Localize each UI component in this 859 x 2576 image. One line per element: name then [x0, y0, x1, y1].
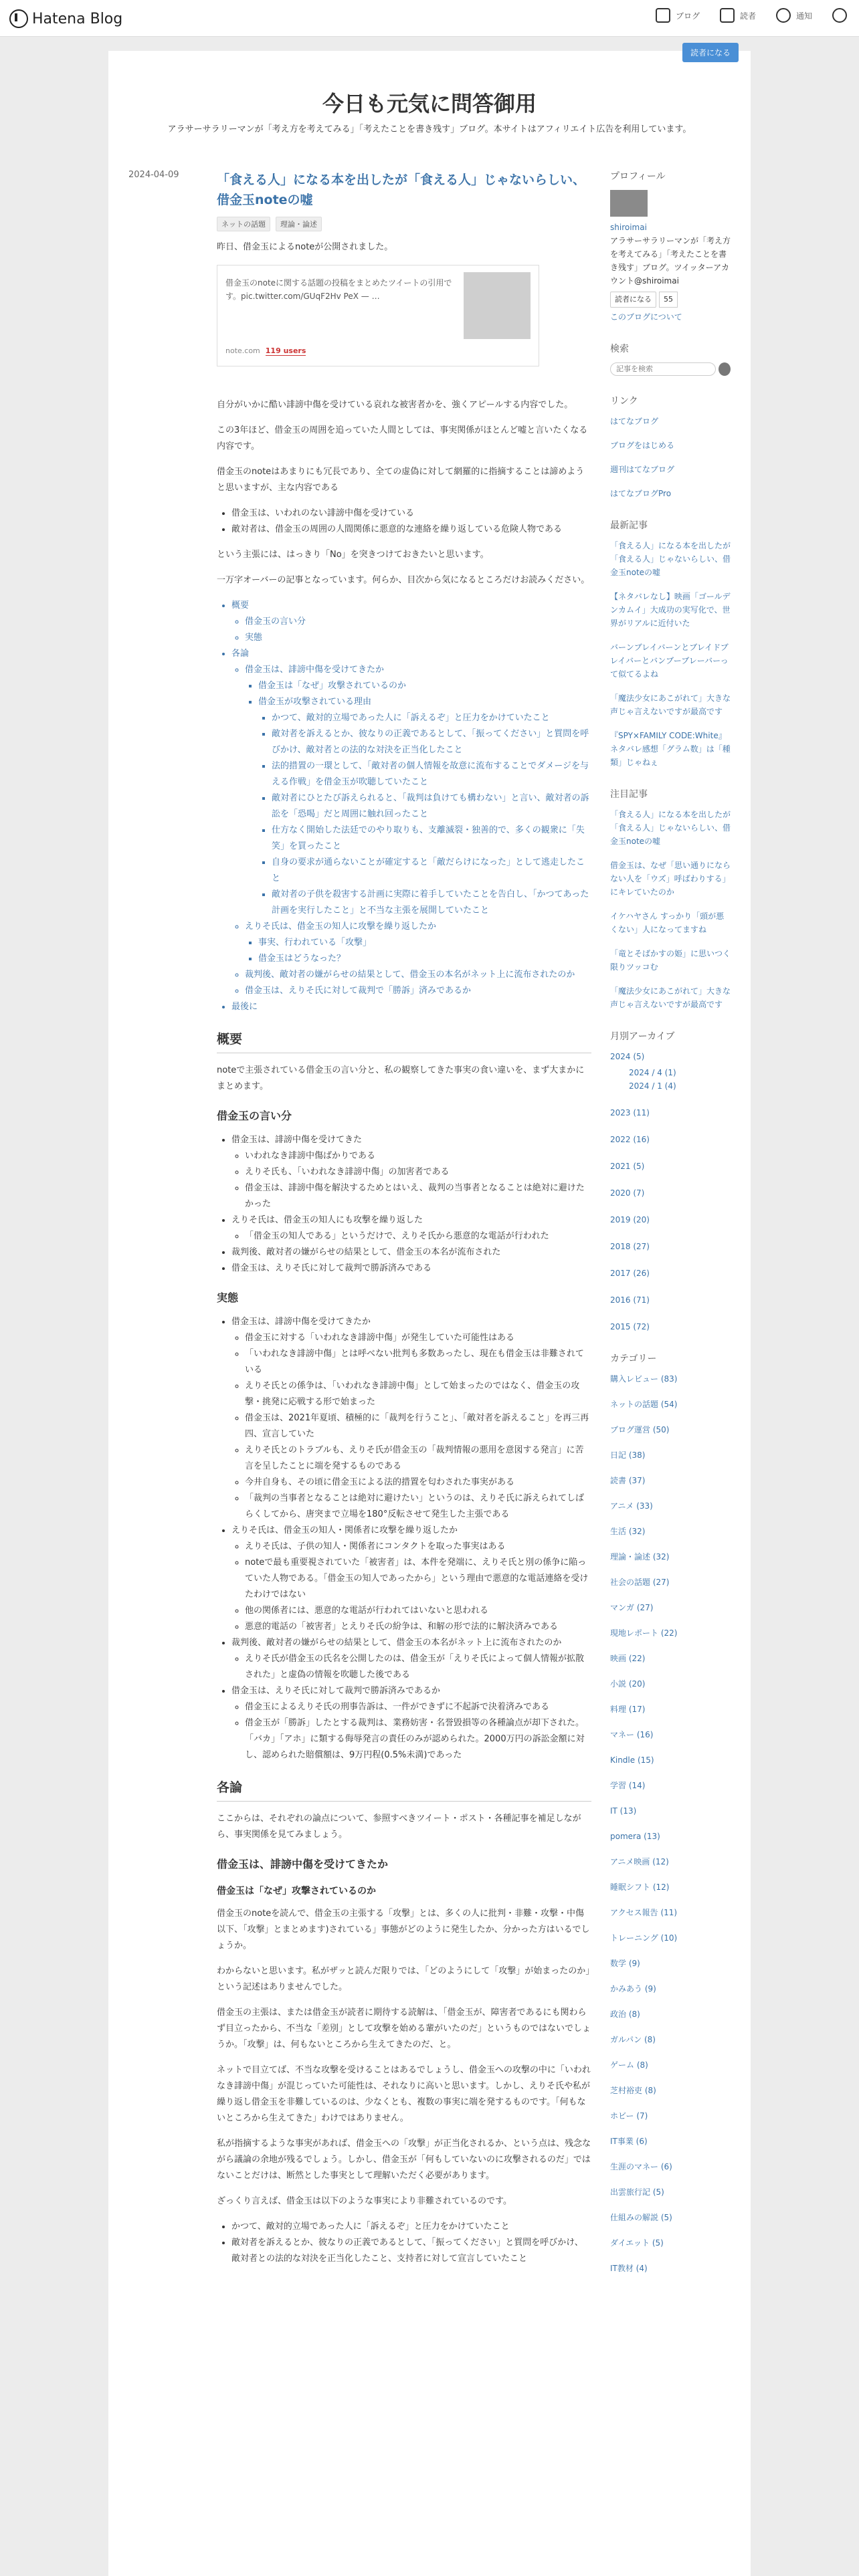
post-date[interactable]: 2024-04-09: [128, 170, 179, 180]
category-list: [610, 1372, 731, 2275]
toc-item[interactable]: • 各論: [231, 646, 591, 662]
nav-account[interactable]: [832, 8, 847, 23]
list-item: • 借金玉は、誹謗中傷を受けてきた: [231, 1132, 591, 1148]
avatar[interactable]: [610, 190, 648, 217]
claim-list: [217, 1132, 591, 1277]
intro: 昨日、借金玉によるnoteが公開されました。: [217, 242, 393, 252]
category-item[interactable]: 社会の話題 (27): [610, 1578, 670, 1587]
list-item: • 借金玉は、誹謗中傷を受けてきたか: [231, 1314, 591, 1330]
search-input[interactable]: [610, 362, 716, 376]
recent-module: [610, 519, 731, 769]
toc-item[interactable]: ◦ 借金玉は、誹謗中傷を受けてきたか: [245, 662, 591, 678]
archive-item[interactable]: 2020 (7): [610, 1188, 645, 1198]
nav-notify[interactable]: [776, 8, 812, 23]
toc-item[interactable]: ◦ 借金玉の言い分: [245, 614, 591, 630]
list-item: ◦ 借金玉は、誹謗中傷を解決するためとはいえ、裁判の当事者となることは絶対に避けたかった: [245, 1180, 591, 1212]
paragraph: 借金玉のnoteを読んで、借金玉の主張する「攻撃」とは、多くの人に批判・非難・攻撃・中傷以下、「攻撃」とまとめます)されている」事態がどのように発生したか、分かった方はいるでしょうか。: [217, 1909, 590, 1951]
category-item[interactable]: 理論・論述 (32): [610, 1552, 670, 1562]
module-heading: カテゴリー: [610, 1354, 657, 1364]
archive-item[interactable]: 2019 (20): [610, 1215, 650, 1224]
category-item[interactable]: 現地レポート (22): [610, 1628, 678, 1638]
category-item[interactable]: 出雲旅行記 (5): [610, 2187, 664, 2197]
nav-blog[interactable]: [656, 8, 700, 23]
list-item: • かつて、敵対的立場であった人に「訴えるぞ」と圧力をかけていたこと: [231, 2219, 591, 2235]
list-item: ◦ いわれなき誹謗中傷ばかりである: [245, 1148, 591, 1164]
category-item[interactable]: アクセス報告 (11): [610, 1908, 678, 1917]
toc-item[interactable]: • 概要: [231, 598, 591, 614]
nav-notify-label: 通知: [795, 11, 812, 21]
archive-item[interactable]: 2021 (5): [610, 1162, 645, 1171]
section-heading: 各論: [217, 1780, 591, 1802]
archive-module: [610, 1030, 731, 1333]
blog-title[interactable]: 今日も元気に問答御用: [322, 91, 537, 116]
category-item[interactable]: 小説 (20): [610, 1679, 646, 1689]
toc-item[interactable]: ▪ 敵対者の子供を殺害する計画に実際に着手していたことを告白し、「かつてあった計画を実行したこと」と不当な主張を展開していたこと: [272, 887, 591, 919]
category-item[interactable]: 生涯のマネー (6): [610, 2162, 672, 2171]
toc-item[interactable]: ▪ 借金玉はどうなった？: [258, 951, 591, 967]
link-item[interactable]: ブログをはじめる: [610, 441, 675, 450]
paragraph: noteで主張されている借金玉の言い分と、私の観察してきた事実の食い違いを、まず大まかにまとめます。: [217, 1065, 585, 1091]
popular-item[interactable]: 「魔法少女にあこがれて」大きな声じゃ言えないですが最高です: [610, 986, 731, 1009]
toc-item[interactable]: ▪ 事実、行われている「攻撃」: [258, 935, 591, 951]
popular-item[interactable]: 「竜とそばかすの姫」に思いつく限りツッコむ: [610, 949, 731, 972]
list-item: ◦ えりそ氏が借金玉の氏名を公開したのは、借金玉が「えりそ氏によって個人情報が拡散された」と虚偽の情報を吹聴した後である: [245, 1651, 591, 1683]
toc-item[interactable]: ▪ 敵対者にひとたび訴えられると、「裁判は負けても構わない」と言い、敵対者の訴訟を「恐喝」だと周囲に触れ回ったこと: [272, 790, 591, 823]
link-item[interactable]: はてなブログPro: [610, 489, 672, 498]
category-module: [610, 1352, 731, 2275]
paragraph: 私が指摘するような事実があれば、借金玉への「攻撃」が正当化されるか、という点は、残念ながら議論の余地が残るでしょう。しかし、借金玉が「何もしていないのに攻撃されるのだ」ではないことだけは、断然とした事実として理解いただく必要があります。: [217, 2139, 591, 2181]
toc-item[interactable]: • 最後に: [231, 999, 591, 1015]
popular-module: [610, 788, 731, 1011]
profile-text: アラサーサラリーマンが「考え方を考えてみる」「考えたことを書き残す」ブログ。ツイッターアカウント@shiroimai: [610, 236, 731, 286]
fact-list: [217, 1314, 591, 1763]
link-module: [610, 395, 731, 500]
list-item: • えりそ氏は、借金玉の知人にも攻撃を繰り返した: [231, 1212, 591, 1228]
module-heading: 月別アーカイブ: [610, 1031, 675, 1042]
post-content: [217, 239, 591, 2276]
module-heading: プロフィール: [610, 171, 666, 182]
paragraph: わからないと思います。私がザッと読んだ限りでは、「どのようにして「攻撃」が始まったのか」という記述はありませんでした。: [217, 1966, 590, 1992]
sidebar: [610, 170, 731, 2294]
logo-text: Hatena Blog: [32, 10, 123, 27]
section-heading: 概要: [217, 1031, 591, 1053]
toc-item[interactable]: ◦ えりそ氏は、借金玉の知人に攻撃を繰り返したか: [245, 919, 591, 935]
paragraph: 自分がいかに酷い誹謗中傷を受けている哀れな被害者かを、強くアピールする内容でした。: [217, 400, 573, 410]
toc-item[interactable]: ▪ 自身の要求が通らないことが確定すると「敵だらけになった」として逃走したこと: [272, 855, 591, 887]
paragraph: ざっくり言えば、借金玉は以下のような事実により非難されているのです。: [217, 2196, 512, 2206]
category-item[interactable]: IT (13): [610, 1806, 637, 1816]
nav-reader-label: 読者: [739, 11, 756, 21]
pencil-icon: [656, 8, 670, 23]
list-item: ◦ 悪意的電話の「被害者」とえりそ氏の紛争は、和解の形で法的に解決済みである: [245, 1619, 591, 1635]
archive-item[interactable]: 2017 (26): [610, 1269, 650, 1278]
popular-item[interactable]: 借金玉は、なぜ「思い通りにならない人を「ウズ」呼ばわりする」にキレていたのか: [610, 861, 731, 897]
category-item[interactable]: 仕組みの解説 (5): [610, 2213, 672, 2222]
sidebar-subscribe-button[interactable]: 読者になる: [610, 292, 656, 308]
module-heading: 最新記事: [610, 520, 648, 531]
category-item[interactable]: ホビー (7): [610, 2111, 648, 2121]
archive-item[interactable]: 2023 (11): [610, 1108, 650, 1117]
list-item: ◦ 借金玉が「勝訴」したとする裁判は、業務妨害・名誉毀損等の各種論点が却下された。「バカ」「アホ」に類する侮辱発言の責任のみが認められた。2000万円の訴訟金額に対し、認められた賠償額は、9万円程(0.5%未満)であった: [245, 1715, 591, 1763]
link-item[interactable]: はてなブログ: [610, 417, 659, 426]
about-link[interactable]: このブログについて: [610, 312, 682, 322]
archive-item[interactable]: 2015 (72): [610, 1322, 650, 1331]
list-item: ◦ 今井自身も、その頃に借金玉による法的措置を匂わされた事実がある: [245, 1475, 591, 1491]
category-item[interactable]: ネットの話題 (54): [610, 1400, 678, 1409]
list-item: ◦ 他の関係者には、悪意的な電話が行われてはいないと思われる: [245, 1603, 591, 1619]
tag[interactable]: 理論・論述: [276, 217, 322, 231]
popular-item[interactable]: 「食える人」になる本を出したが「食える人」じゃないらしい、借金玉noteの嘘: [610, 810, 731, 846]
hatebu-count[interactable]: 119 users: [265, 346, 306, 355]
list-item: • 敵対者は、借金玉の周囲の人間関係に悪意的な連絡を繰り返している危険人物である: [231, 522, 591, 538]
list-item: • えりそ氏は、借金玉の知人・関係者に攻撃を繰り返したか: [231, 1523, 591, 1539]
list-item: ◦ 借金玉によるえりそ氏の刑事告訴は、一件ができずに不起訴で決着済みである: [245, 1699, 591, 1715]
archive-item[interactable]: 2022 (16): [610, 1135, 650, 1144]
toc-item[interactable]: ▪ 法的措置の一環として、「敵対者の個人情報を故意に流布することでダメージを与える作戦」を借金玉が吹聴していたこと: [272, 758, 591, 790]
paragraph: 借金玉のnoteはあまりにも冗長であり、全ての虚偽に対して網羅的に指摘することは諦めようと思いますが、主な内容である: [217, 467, 585, 493]
profile-user[interactable]: shiroimai: [610, 223, 647, 232]
list-item: • 裁判後、敵対者の嫌がらせの結果として、借金玉の本名が流布された: [231, 1245, 591, 1261]
category-item[interactable]: 料理 (17): [610, 1705, 646, 1714]
list-item: ◦ 借金玉に対する「いわれなき誹謗中傷」が発生していた可能性はある: [245, 1330, 591, 1346]
account-icon: [832, 8, 847, 23]
list-item: ◦ えりそ氏は、子供の知人・関係者にコンタクトを取った事実はある: [245, 1539, 591, 1555]
category-item[interactable]: 睡眠シフト (12): [610, 1883, 670, 1892]
embed-card[interactable]: [217, 265, 539, 366]
category-item[interactable]: マネー (16): [610, 1730, 654, 1739]
recent-item[interactable]: 『SPY×FAMILY CODE:White』ネタバレ感想「グラム数」は「種類」じゃねぇ: [610, 731, 731, 767]
embed-source: [225, 343, 306, 359]
blog-container: [108, 48, 751, 2576]
archive-item[interactable]: 2024 (5): [610, 1052, 645, 1061]
category-item[interactable]: 学習 (14): [610, 1781, 646, 1790]
profile-module: [610, 170, 731, 324]
list-item: ◦ 「いわれなき誹謗中傷」とは呼べない批判も多数あったし、現在も借金玉は非難されている: [245, 1346, 591, 1378]
category-item[interactable]: アニメ (33): [610, 1501, 653, 1511]
list-item: • 借金玉は、いわれのない誹謗中傷を受けている: [231, 506, 591, 522]
hatena-logo[interactable]: [9, 9, 122, 28]
recent-item[interactable]: 【ネタバレなし】映画「ゴールデンカムイ」大成功の実写化で、世界がリアルに近付いた: [610, 592, 731, 628]
nav-blog-label: ブログ: [675, 11, 700, 21]
toc-item[interactable]: ▪ 借金玉は「なぜ」攻撃されているのか: [258, 678, 591, 694]
toc-item[interactable]: ▪ 仕方なく開始した法廷でのやり取りも、支離滅裂・独善的で、多くの観衆に「失笑」を買ったこと: [272, 823, 591, 855]
category-item[interactable]: 読書 (37): [610, 1476, 646, 1485]
category-item[interactable]: ガルパン (8): [610, 2035, 656, 2044]
paragraph: この3年ほど、借金玉の周囲を追っていた人間としては、事実関係がほとんど嘘と言いたくなる内容です。: [217, 425, 588, 451]
list-item: ◦ えりそ氏とのトラブルも、えりそ氏が借金玉の「裁判情報の悪用を意図する発言」に苦言を呈したことに端を発するものである: [245, 1442, 591, 1475]
category-item[interactable]: 映画 (22): [610, 1654, 646, 1663]
popular-item[interactable]: イケハヤさん すっかり「頭が悪くない」人になってますね: [610, 911, 725, 934]
blog-description: アラサーサラリーマンが「考え方を考えてみる」「考えたことを書き残す」ブログ。本サイトはアフィリエイト広告を利用しています。: [167, 124, 692, 134]
category-item[interactable]: 政治 (8): [610, 2010, 640, 2019]
section-heading: 借金玉の言い分: [217, 1109, 292, 1122]
module-heading: 注目記事: [610, 789, 648, 800]
list-item: ◦ 借金玉は、2021年夏頃、積極的に「裁判を行うこと」、「敵対者を訴えること」を再三再四、宣言していた: [245, 1410, 591, 1442]
list-item: ◦ 「借金玉の知人である」というだけで、えりそ氏から悪意的な電話が行われた: [245, 1228, 591, 1245]
nav-reader[interactable]: [720, 8, 756, 23]
category-item[interactable]: 芝村裕吏 (8): [610, 2086, 656, 2095]
section-heading: 借金玉は、誹謗中傷を受けてきたか: [217, 1858, 389, 1870]
category-item[interactable]: トレーニング (10): [610, 1933, 678, 1943]
post-title[interactable]: 「食える人」になる本を出したが「食える人」じゃないらしい、借金玉noteの嘘: [217, 173, 586, 207]
reason-list: [217, 2219, 591, 2267]
list-item: ◦ えりそ氏も、「いわれなき誹謗中傷」の加害者である: [245, 1164, 591, 1180]
toc-item[interactable]: ◦ 裁判後、敵対者の嫌がらせの結果として、借金玉の本名がネット上に流布されたのか: [245, 967, 591, 983]
list-icon: [720, 8, 735, 23]
list-item: ◦ 「裁判の当事者となることは絶対に避けたい」というのは、えりそ氏に訴えられてしばらくしてから、唐突まで立場を180°反転させて発生した主張である: [245, 1491, 591, 1523]
category-item[interactable]: ブログ運営 (50): [610, 1425, 670, 1434]
section-heading: 実態: [217, 1291, 239, 1304]
archive-item[interactable]: 2016 (71): [610, 1295, 650, 1305]
recent-item[interactable]: 「魔法少女にあこがれて」大きな声じゃ言えないですが最高です: [610, 693, 731, 716]
table-of-contents: [217, 598, 591, 1015]
post-tags: [217, 217, 322, 231]
bell-icon: [776, 8, 791, 23]
category-item[interactable]: かみあう (9): [610, 1984, 656, 1994]
toc-item[interactable]: ▪ 借金玉が攻撃されている理由: [258, 694, 591, 710]
subscriber-count: 55: [659, 292, 678, 308]
embed-thumbnail: [464, 272, 531, 339]
category-item[interactable]: 日記 (38): [610, 1451, 646, 1460]
search-module: [610, 342, 731, 376]
category-item[interactable]: Kindle (15): [610, 1755, 654, 1765]
category-item[interactable]: IT教材 (4): [610, 2264, 648, 2273]
paragraph: ネットで目立てば、不当な攻撃を受けることはあるでしょうし、借金玉への攻撃の中に「いわれなき誹謗中傷」が混じっていた可能性は、それなりに高いと思います。しかし、えりそ氏や私が繰り返し借金玉を非難しているのは、少なくとも、複数の事実に端を発するものです。「何もないところから生えてきた」わけではありません。: [217, 2065, 591, 2123]
subscribe-button[interactable]: 読者になる: [682, 43, 739, 62]
list-item: ◦ えりそ氏との係争は、「いわれなき誹謗中傷」として始まったのではなく、借金玉の攻撃・挑発に応戦する形で始まった: [245, 1378, 591, 1410]
archive-item[interactable]: 2024 / 1 (4): [629, 1081, 676, 1091]
list-item: • 裁判後、敵対者の嫌がらせの結果として、借金玉の本名がネット上に流布されたのか: [231, 1635, 591, 1651]
category-item[interactable]: マンガ (27): [610, 1603, 654, 1612]
toc-item[interactable]: ▪ かつて、敵対的立場であった人に「訴えるぞ」と圧力をかけていたこと: [272, 710, 591, 726]
list-item: ◦ noteで最も重要視されていた「被害者」は、本件を発端に、えりそ氏と別の係争に陥っていた人物である。「借金玉の知人であったから」という理由で悪意的な電話連絡を受けたわけではない: [245, 1555, 591, 1603]
recent-item[interactable]: 「食える人」になる本を出したが「食える人」じゃないらしい、借金玉noteの嘘: [610, 541, 731, 577]
link-item[interactable]: 週刊はてなブログ: [610, 465, 675, 474]
recent-item[interactable]: バーンブレイバーンとブレイドブレイバーとバンブーブレーバーって似てるよね: [610, 643, 729, 679]
paragraph: ここからは、それぞれの論点について、参照すべきツイート・ポスト・各種記事を補足しながら、事実関係を見てみましょう。: [217, 1814, 581, 1840]
embed-domain: note.com: [225, 346, 260, 355]
toc-item[interactable]: ▪ 敵対者を訴えるとか、彼なりの正義であるとして、「振ってください」と質問を呼びかけ、敵対者との法的な対決を正当化したこと: [272, 726, 591, 758]
toc-item[interactable]: ◦ 実態: [245, 630, 591, 646]
category-item[interactable]: pomera (13): [610, 1832, 660, 1841]
toc-item[interactable]: ◦ 借金玉は、えりそ氏に対して裁判で「勝訴」済みであるか: [245, 983, 591, 999]
paragraph: 借金玉の主張は、または借金玉が読者に期待する読解は、「借金玉が、障害者であるにも関わらず目立ったから、不当な「差別」として攻撃を始める輩がいたのだ」というものではないでしょうか。「攻撃」は、何もないところから生えてきたのだ、と。: [217, 2008, 591, 2050]
category-item[interactable]: アニメ映画 (12): [610, 1857, 669, 1866]
section-heading: 借金玉は「なぜ」攻撃されているのか: [217, 1886, 376, 1897]
search-box: [610, 362, 731, 376]
claims-list: [217, 506, 591, 538]
module-heading: リンク: [610, 396, 638, 407]
category-item[interactable]: 購入レビュー (83): [610, 1374, 678, 1384]
paragraph: 一万字オーバーの記事となっています。何らか、目次から気になるところだけお読みください。: [217, 575, 590, 585]
hatena-logo-icon: [9, 9, 28, 28]
module-heading: 検索: [610, 344, 629, 354]
category-item[interactable]: IT事業 (6): [610, 2137, 648, 2146]
paragraph: という主張には、はっきり「No」を突きつけておきたいと思います。: [217, 550, 489, 560]
category-item[interactable]: 数学 (9): [610, 1959, 640, 1968]
header-nav: [656, 8, 847, 23]
list-item: • 借金玉は、えりそ氏に対して裁判で勝訴済みである: [231, 1261, 591, 1277]
list-item: • 敵対者を訴えるとか、彼なりの正義であるとして、「振ってください」と質問を呼びかけ、敵対者との法的な対決を正当化したこと、支持者に対して宣言していたこと: [231, 2235, 591, 2267]
global-header: [0, 0, 859, 37]
subscribe-top: [682, 43, 739, 62]
category-item[interactable]: 生活 (32): [610, 1527, 646, 1536]
archive-item[interactable]: 2018 (27): [610, 1242, 650, 1251]
category-item[interactable]: ダイエット (5): [610, 2238, 664, 2248]
category-item[interactable]: ゲーム (8): [610, 2060, 648, 2070]
embed-text: 借金玉のnoteに関する話題の投稿をまとめたツイートの引用です。pic.twitter.com/GUqF2Hv PeX — …: [225, 278, 452, 301]
search-icon[interactable]: [719, 362, 731, 376]
tag[interactable]: ネットの話題: [217, 217, 270, 231]
list-item: • 借金玉は、えりそ氏に対して裁判で勝訴済みであるか: [231, 1683, 591, 1699]
archive-item[interactable]: 2024 / 4 (1): [629, 1068, 676, 1077]
